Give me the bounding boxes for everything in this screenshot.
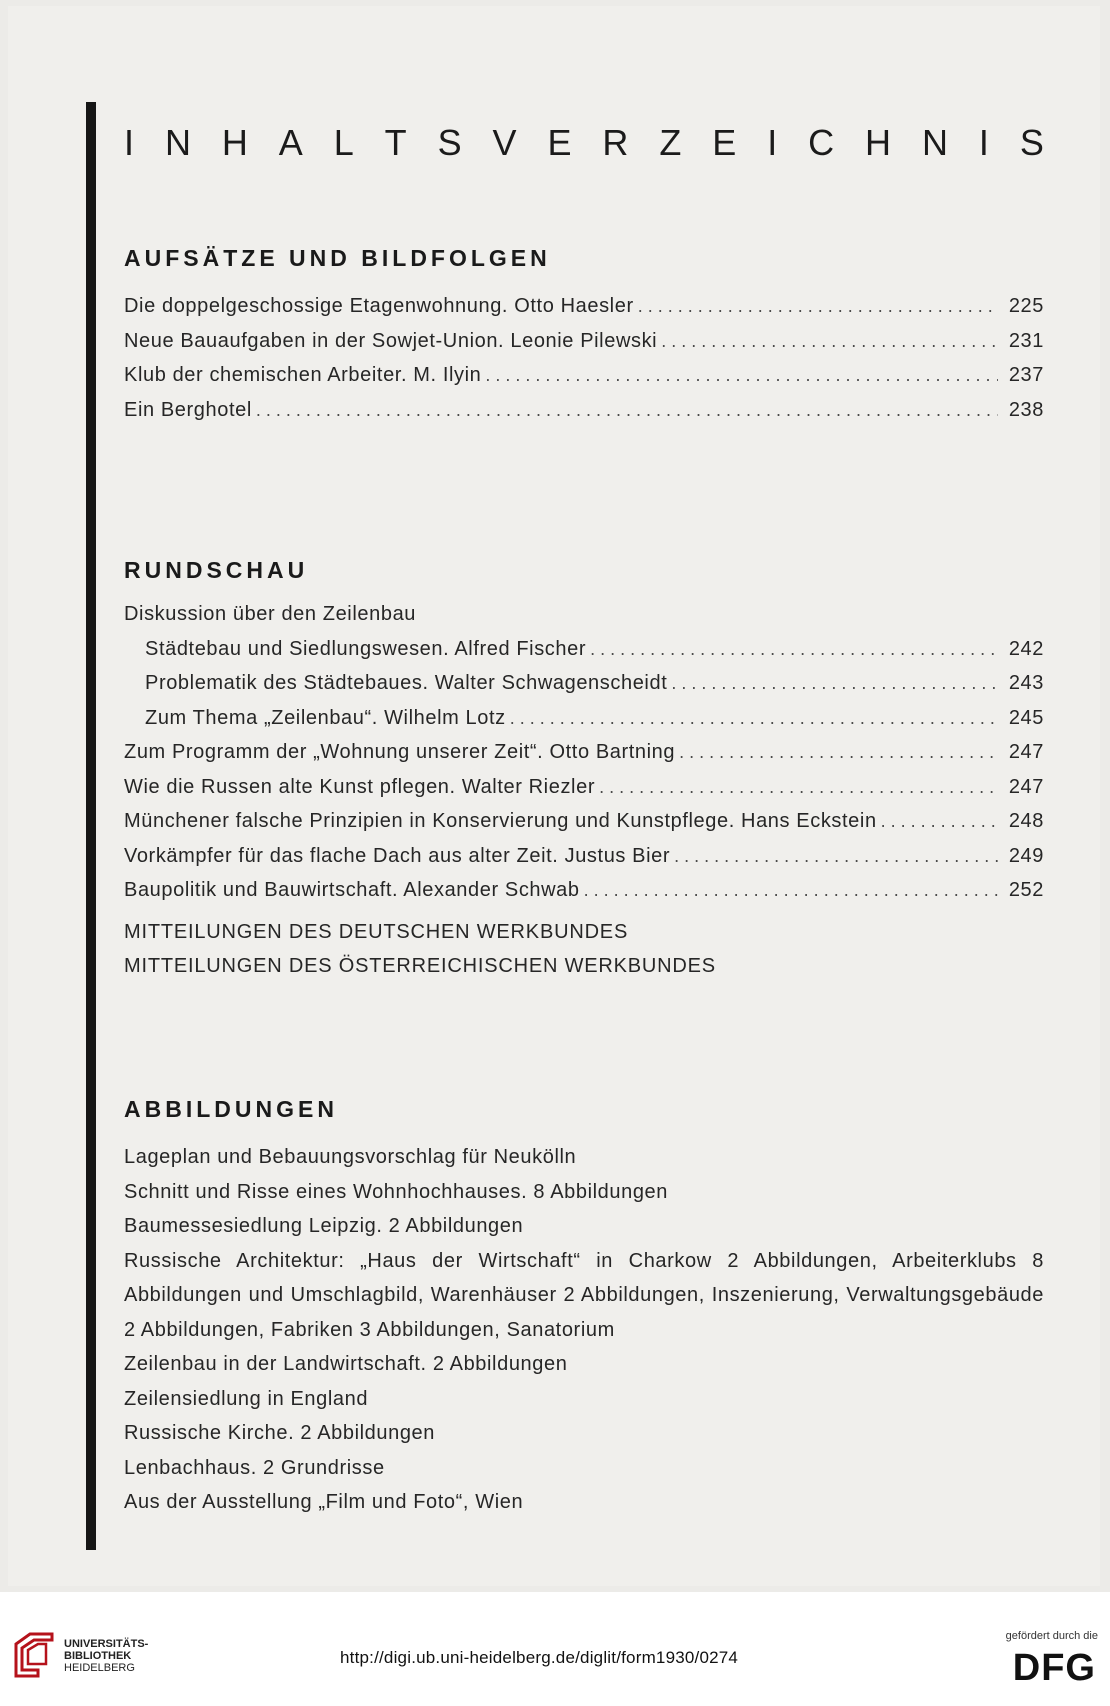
toc-entry: [124, 839, 1044, 874]
toc-entry: [124, 358, 1044, 393]
toc-entry: [124, 735, 1044, 770]
entry-title: Klub der chemischen Arbeiter. M. Ilyin: [124, 364, 482, 386]
illustration-item: Schnitt und Risse eines Wohnhochhauses. 8 Abbildungen: [124, 1180, 669, 1203]
entry-page: 242: [1008, 637, 1044, 660]
entry-page: 238: [1008, 398, 1044, 421]
dot-leader: [510, 701, 998, 736]
illustration-item: Zeilenbau in der Landwirtschaft. 2 Abbildungen: [124, 1353, 568, 1375]
dot-leader: [485, 358, 998, 393]
illustration-item: Aus der Ausstellung „Film und Foto“, Wien: [124, 1491, 524, 1513]
section-heading-rundschau: RUNDSCHAU: [124, 557, 309, 583]
entry-title: Ein Berghotel: [124, 398, 252, 421]
digitization-url-link[interactable]: http://digi.ub.uni-heidelberg.de/diglit/form1930/0274: [340, 1648, 739, 1667]
dot-leader: [881, 804, 998, 839]
entry-page: 248: [1008, 810, 1044, 832]
toc-entry: [124, 289, 1044, 324]
dot-leader: [599, 770, 998, 805]
illustration-item: Zeilensiedlung in England: [124, 1387, 369, 1410]
toc-entry: [124, 770, 1044, 805]
toc-entry: [124, 701, 1044, 736]
funding-note: gefördert durch die: [1005, 1630, 1098, 1642]
toc-entry: [124, 804, 1044, 839]
entry-title: Neue Bauaufgaben in der Sowjet-Union. Leonie Pilewski: [124, 329, 658, 352]
entry-page: 249: [1008, 844, 1044, 867]
toc-entry: [124, 666, 1044, 701]
dot-leader: [638, 289, 998, 324]
library-name-line: BIBLIOTHEK: [64, 1650, 132, 1662]
illustration-item: Russische Kirche. 2 Abbildungen: [124, 1422, 436, 1444]
dot-leader: [679, 735, 998, 770]
entry-title: Städtebau und Siedlungswesen. Alfred Fischer: [145, 637, 587, 660]
entry-title: Wie die Russen alte Kunst pflegen. Walter Riezler: [124, 775, 596, 798]
toc-entry: [124, 324, 1044, 359]
illustration-item: Lenbachhaus. 2 Grundrisse: [124, 1456, 385, 1479]
mitteilungen-line: MITTEILUNGEN DES ÖSTERREICHISCHEN WERKBUNDES: [124, 955, 716, 977]
entry-title: Problematik des Städtebaues. Walter Schwagenscheidt: [145, 672, 668, 694]
dot-leader: [661, 324, 998, 359]
entry-title: Vorkämpfer für das flache Dach aus alter Zeit. Justus Bier: [124, 844, 671, 867]
section-rundschau: [124, 555, 1044, 984]
illustration-item: Russische Architektur: „Haus der Wirtschaft“ in Charkow 2 Abbildungen, Arbeiterklubs 8 Abbildungen und Umschlagbild, Warenhäuser 2 Abbildungen, Inszenierung, Verwaltungsgebäude 2 Abbildungen, Fabriken 3 Abbildungen, Sanatorium: [124, 1249, 1044, 1341]
dot-leader: [256, 393, 998, 428]
discussion-intro: Diskussion über den Zeilenbau: [124, 603, 417, 625]
digitization-footer: [0, 1592, 1110, 1706]
entry-page: 245: [1008, 706, 1044, 729]
entry-title: Zum Thema „Zeilenbau“. Wilhelm Lotz: [145, 706, 506, 729]
section-abbildungen: [124, 1094, 1044, 1520]
dot-leader: [674, 839, 998, 874]
university-library-name: [64, 1638, 148, 1674]
entry-title: Zum Programm der „Wohnung unserer Zeit“. Otto Bartning: [124, 741, 676, 763]
entry-page: 247: [1008, 775, 1044, 798]
library-name-line: HEIDELBERG: [64, 1662, 135, 1674]
entry-title: Baupolitik und Bauwirtschaft. Alexander Schwab: [124, 879, 580, 901]
section-aufsaetze: [124, 243, 1044, 427]
entry-page: 237: [1008, 364, 1044, 386]
entry-title: Münchener falsche Prinzipien in Konservierung und Kunstpflege. Hans Eckstein: [124, 810, 877, 832]
toc-entry: [124, 632, 1044, 667]
entry-page: 243: [1008, 672, 1044, 694]
illustration-item: Lageplan und Bebauungsvorschlag für Neukölln: [124, 1146, 577, 1168]
toc-entry: [124, 873, 1044, 908]
entry-page: 225: [1008, 295, 1044, 317]
library-name-line: UNIVERSITÄTS-: [64, 1638, 149, 1650]
vertical-rule: [86, 102, 96, 1550]
section-heading-aufsaetze: AUFSÄTZE UND BILDFOLGEN: [124, 245, 551, 271]
dfg-logo: DFG: [1012, 1647, 1096, 1689]
university-library-logo-icon: [12, 1630, 56, 1680]
dot-leader: [590, 632, 998, 667]
dot-leader: [671, 666, 998, 701]
toc-entry: [124, 393, 1044, 428]
section-heading-abbildungen: ABBILDUNGEN: [124, 1096, 338, 1122]
illustration-item: Baumessesiedlung Leipzig. 2 Abbildungen: [124, 1215, 524, 1237]
page-title: I N H A L T S V E R Z E I C H N I S: [124, 122, 1044, 164]
entry-page: 247: [1008, 741, 1044, 763]
mitteilungen-line: MITTEILUNGEN DES DEUTSCHEN WERKBUNDES: [124, 920, 629, 943]
dot-leader: [584, 873, 998, 908]
entry-page: 252: [1008, 879, 1044, 901]
entry-page: 231: [1008, 329, 1044, 352]
entry-title: Die doppelgeschossige Etagenwohnung. Otto Haesler: [124, 295, 634, 317]
